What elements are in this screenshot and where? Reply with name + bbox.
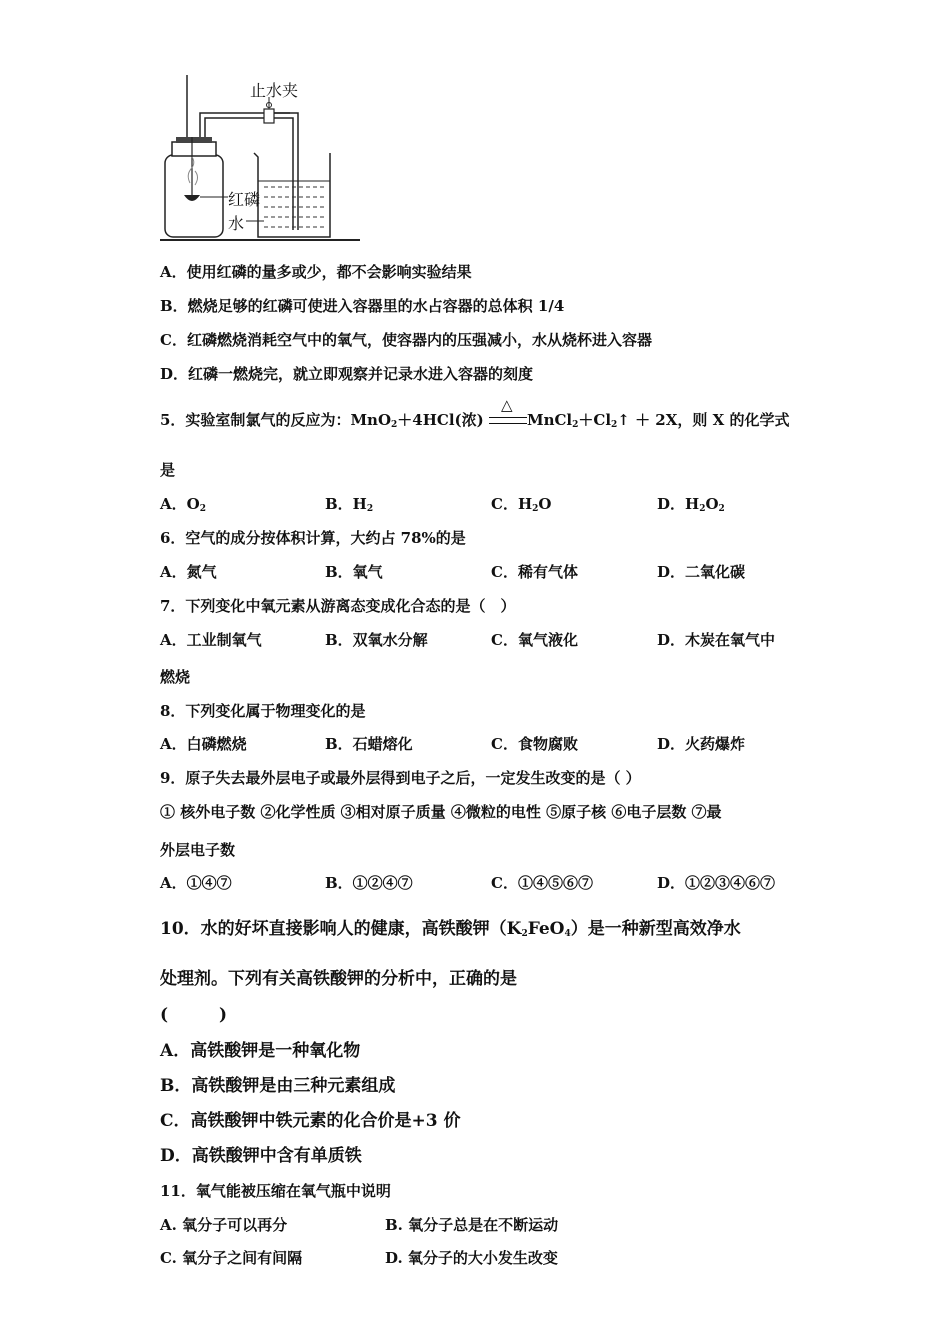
q9-stem: 9．原子失去最外层电子或最外层得到电子之后，一定发生改变的是（ ） <box>160 769 641 787</box>
label-clamp: 止水夹 <box>250 81 299 100</box>
q9-items: ① 核外电子数 ②化学性质 ③相对原子质量 ④微粒的电性 ⑤原子核 ⑥电子层数 ⑦最 <box>160 803 722 821</box>
experiment-apparatus-figure <box>160 75 360 245</box>
q5-sub: 2 <box>391 420 398 430</box>
q7-option-d-cont: 燃烧 <box>160 668 191 686</box>
q5-option-d <box>657 494 725 519</box>
q10-sub: 4 <box>564 929 571 939</box>
q10-answer-paren: ( ) <box>160 1005 228 1025</box>
q10-stem-part: ）是一种新型高效净水 <box>570 919 741 939</box>
q11-option-d: D. 氧分子的大小发生改变 <box>385 1249 558 1267</box>
q11-option-a: A. 氧分子可以再分 <box>160 1216 288 1234</box>
q4-option-b: B．燃烧足够的红磷可使进入容器里的水占容器的总体积 1/4 <box>160 297 565 315</box>
q8-option-a: A．白磷燃烧 <box>160 735 247 753</box>
q5-c-text: O <box>538 495 552 513</box>
q4-option-a: A．使用红磷的量多或少，都不会影响实验结果 <box>160 263 472 281</box>
q7-option-a: A．工业制氧气 <box>160 631 262 649</box>
q5-d-text: D．H <box>657 495 700 513</box>
q9-option-a: A．①④⑦ <box>160 874 232 892</box>
q9-option-d: D．①②③④⑥⑦ <box>657 874 776 892</box>
equals-bar <box>489 417 527 424</box>
q5-stem-part: MnCl <box>526 411 573 429</box>
q6-option-a: A．氮气 <box>160 563 217 581</box>
q5-stem-part: 5．实验室制氯气的反应为：MnO <box>160 411 392 429</box>
q7-stem: 7．下列变化中氧元素从游离态变成化合态的是（ ） <box>160 597 516 615</box>
q7-option-d: D．木炭在氧气中 <box>657 631 776 649</box>
q4-option-c: C．红磷燃烧消耗空气中的氧气，使容器内的压强减小，水从烧杯进入容器 <box>160 331 652 349</box>
q10-stem-cont: 处理剂。下列有关高铁酸钾的分析中，正确的是 <box>160 969 517 989</box>
q10-option-c: C．高铁酸钾中铁元素的化合价是+3 价 <box>160 1111 461 1131</box>
q5-sub: 2 <box>532 504 539 514</box>
q5-a-text: A．O <box>160 495 200 513</box>
q10-option-b: B．高铁酸钾是由三种元素组成 <box>160 1076 396 1096</box>
q9-items-cont: 外层电子数 <box>160 841 236 859</box>
q6-option-b: B．氧气 <box>325 563 383 581</box>
q7-option-b: B．双氧水分解 <box>325 631 428 649</box>
q10-stem-part: 10．水的好坏直接影响人的健康，高铁酸钾（K <box>160 919 522 939</box>
q5-stem-part: ＋Cl <box>578 411 612 429</box>
q5-option-b <box>325 494 373 519</box>
q5-stem-part: ＋4HCl(浓) <box>397 411 484 429</box>
q5-b-text: B．H <box>325 495 367 513</box>
label-red-phosphorus: 红磷 <box>228 190 261 209</box>
q10-stem <box>160 919 741 944</box>
q5-stem <box>160 396 790 435</box>
q10-sub: 2 <box>521 929 528 939</box>
q5-sub: 2 <box>611 420 618 430</box>
q4-option-d: D．红磷一燃烧完，就立即观察并记录水进入容器的刻度 <box>160 365 534 383</box>
q5-c-text: C．H <box>491 495 533 513</box>
q5-stem-cont: 是 <box>160 461 176 479</box>
q11-option-c: C. 氧分子之间有间隔 <box>160 1249 303 1267</box>
q5-sub: 2 <box>718 504 725 514</box>
q7-option-c: C．氧气液化 <box>491 631 578 649</box>
q5-sub: 2 <box>699 504 706 514</box>
reaction-condition <box>489 396 527 431</box>
heat-symbol: △ <box>500 396 513 414</box>
q11-option-b: B. 氧分子总是在不断运动 <box>385 1216 559 1234</box>
q5-option-a <box>160 494 206 519</box>
q5-sub: 2 <box>199 504 206 514</box>
q5-d-text: O <box>705 495 719 513</box>
label-water: 水 <box>228 214 245 233</box>
q9-option-c: C．①④⑤⑥⑦ <box>491 874 593 892</box>
q8-option-d: D．火药爆炸 <box>657 735 746 753</box>
q6-stem: 6．空气的成分按体积计算，大约占 78%的是 <box>160 529 466 547</box>
q10-option-d: D．高铁酸钾中含有单质铁 <box>160 1146 362 1166</box>
q11-stem: 11．氧气能被压缩在氧气瓶中说明 <box>160 1182 391 1200</box>
q5-sub: 2 <box>366 504 374 514</box>
q6-option-d: D．二氧化碳 <box>657 563 746 581</box>
q8-stem: 8．下列变化属于物理变化的是 <box>160 702 366 720</box>
q5-stem-part: ↑ ＋ 2X，则 X 的化学式 <box>617 411 790 429</box>
q5-option-c <box>491 494 551 519</box>
q6-option-c: C．稀有气体 <box>491 563 578 581</box>
q8-option-c: C．食物腐败 <box>491 735 578 753</box>
q5-sub: 2 <box>572 420 579 430</box>
q8-option-b: B．石蜡熔化 <box>325 735 413 753</box>
q10-option-a: A．高铁酸钾是一种氧化物 <box>160 1041 361 1061</box>
q10-stem-part: FeO <box>527 919 565 939</box>
q9-option-b: B．①②④⑦ <box>325 874 413 892</box>
